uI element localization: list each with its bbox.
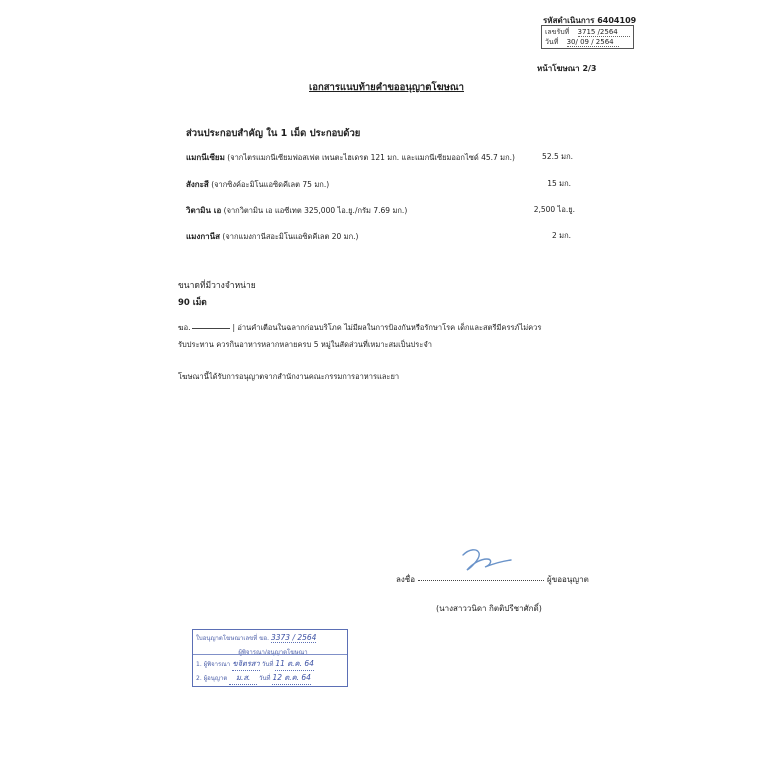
stamp-license-value: 3373 / 2564 xyxy=(270,633,317,642)
ingredient-detail: (จากแมงกานีสอะมิโนแอซิดคีเลต 20 มก.) xyxy=(222,232,359,241)
page-number: หน้าโฆษณา 2/3 xyxy=(537,64,597,73)
license-number-blank xyxy=(192,328,230,329)
stamp-approver-label: 2. ผู้อนุญาต xyxy=(196,675,228,682)
receipt-number-value: 3715 /2564 xyxy=(578,28,630,37)
applicant-name: (นางสาววนิดา กิตติปรีชาศักดิ์) xyxy=(436,604,542,613)
signature-mark xyxy=(455,545,515,573)
receipt-date-label: วันที่ xyxy=(545,38,559,46)
stamp-approver-date-label: วันที่ xyxy=(259,675,271,682)
receipt-number-label: เลขรับที่ xyxy=(545,28,570,36)
receipt-box xyxy=(541,25,634,49)
ingredient-name: วิตามิน เอ xyxy=(186,206,222,215)
warning-line-1 xyxy=(178,322,541,334)
stamp-heading: ผู้พิจารณา/อนุญาตโฆษณา xyxy=(238,649,308,656)
composition-heading: ส่วนประกอบสำคัญ ใน 1 เม็ด ประกอบด้วย xyxy=(186,128,361,139)
ingredient-row xyxy=(186,178,329,191)
ingredient-detail: (จากวิตามิน เอ แอซีเทต 325,000 ไอ.ยู./กรัม 7.69 มก.) xyxy=(223,206,408,215)
warning-line-2: รับประทาน ควรกินอาหารหลากหลายครบ 5 หมู่ในสัดส่วนที่เหมาะสมเป็นประจำ xyxy=(178,340,432,349)
approval-stamp xyxy=(192,629,348,687)
stamp-reviewer-date-label: วันที่ xyxy=(262,661,274,668)
stamp-reviewer-signature: ขจิตรสา xyxy=(232,658,260,671)
signature-dotted-line xyxy=(418,580,544,581)
ingredient-amount: 52.5 มก. xyxy=(542,152,573,161)
signature-line xyxy=(396,573,589,586)
stamp-approver-signature: ม.ส. xyxy=(229,672,257,685)
operation-code: รหัสดำเนินการ 6404109 xyxy=(543,16,637,25)
document-title: เอกสารแนบท้ายคำขออนุญาตโฆษณา xyxy=(309,82,465,93)
warning-text-1: | อ่านคำเตือนในฉลากก่อนบริโภค ไม่มีผลในการป้องกันหรือรักษาโรค เด็กและสตรีมีครรภ์ไม่ควร xyxy=(232,323,542,332)
ingredient-row xyxy=(186,151,515,164)
ingredient-row xyxy=(186,204,407,217)
ingredient-detail: (จากไตรแมกนีเซียมฟอสเฟต เพนตะไฮเดรต 121 มก. และแมกนีเซียมออกไซด์ 45.7 มก.) xyxy=(227,153,515,162)
receipt-date-value: 30/ 09 / 2564 xyxy=(567,38,619,47)
package-size-label: ขนาดที่มีวางจำหน่าย xyxy=(178,281,256,291)
stamp-reviewer-date: 11 ต.ค. 64 xyxy=(275,658,314,671)
license-prefix: ฆอ. xyxy=(178,323,191,332)
sign-label: ลงชื่อ xyxy=(396,575,416,584)
ingredient-name: แมงกานีส xyxy=(186,232,221,241)
stamp-approver-date: 12 ต.ค. 64 xyxy=(272,672,311,685)
ingredient-detail: (จากซิงค์อะมิโนแอซิดคีเลต 75 มก.) xyxy=(211,180,330,189)
ingredient-amount: 2 มก. xyxy=(551,231,571,240)
ingredient-amount: 2,500 ไอ.ยู. xyxy=(533,205,575,214)
stamp-reviewer-row xyxy=(196,658,314,671)
ingredient-row xyxy=(186,230,358,243)
ingredient-name: แมกนีเซียม xyxy=(186,153,225,162)
stamp-approver-row xyxy=(196,672,311,685)
ingredient-name: สังกะสี xyxy=(186,180,209,189)
package-size-value: 90 เม็ด xyxy=(178,298,207,308)
applicant-role: ผู้ขออนุญาต xyxy=(547,575,589,584)
approval-note: โฆษณานี้ได้รับการอนุญาตจากสำนักงานคณะกรรมการอาหารและยา xyxy=(178,372,400,381)
ingredient-amount: 15 มก. xyxy=(547,179,571,188)
stamp-license-label: ใบอนุญาตโฆษณาเลขที่ ฆอ. xyxy=(196,635,270,642)
stamp-reviewer-label: 1. ผู้พิจารณา xyxy=(196,661,231,668)
receipt-date-row xyxy=(545,37,619,48)
stamp-license-row xyxy=(196,633,316,643)
stamp-divider xyxy=(193,654,347,655)
